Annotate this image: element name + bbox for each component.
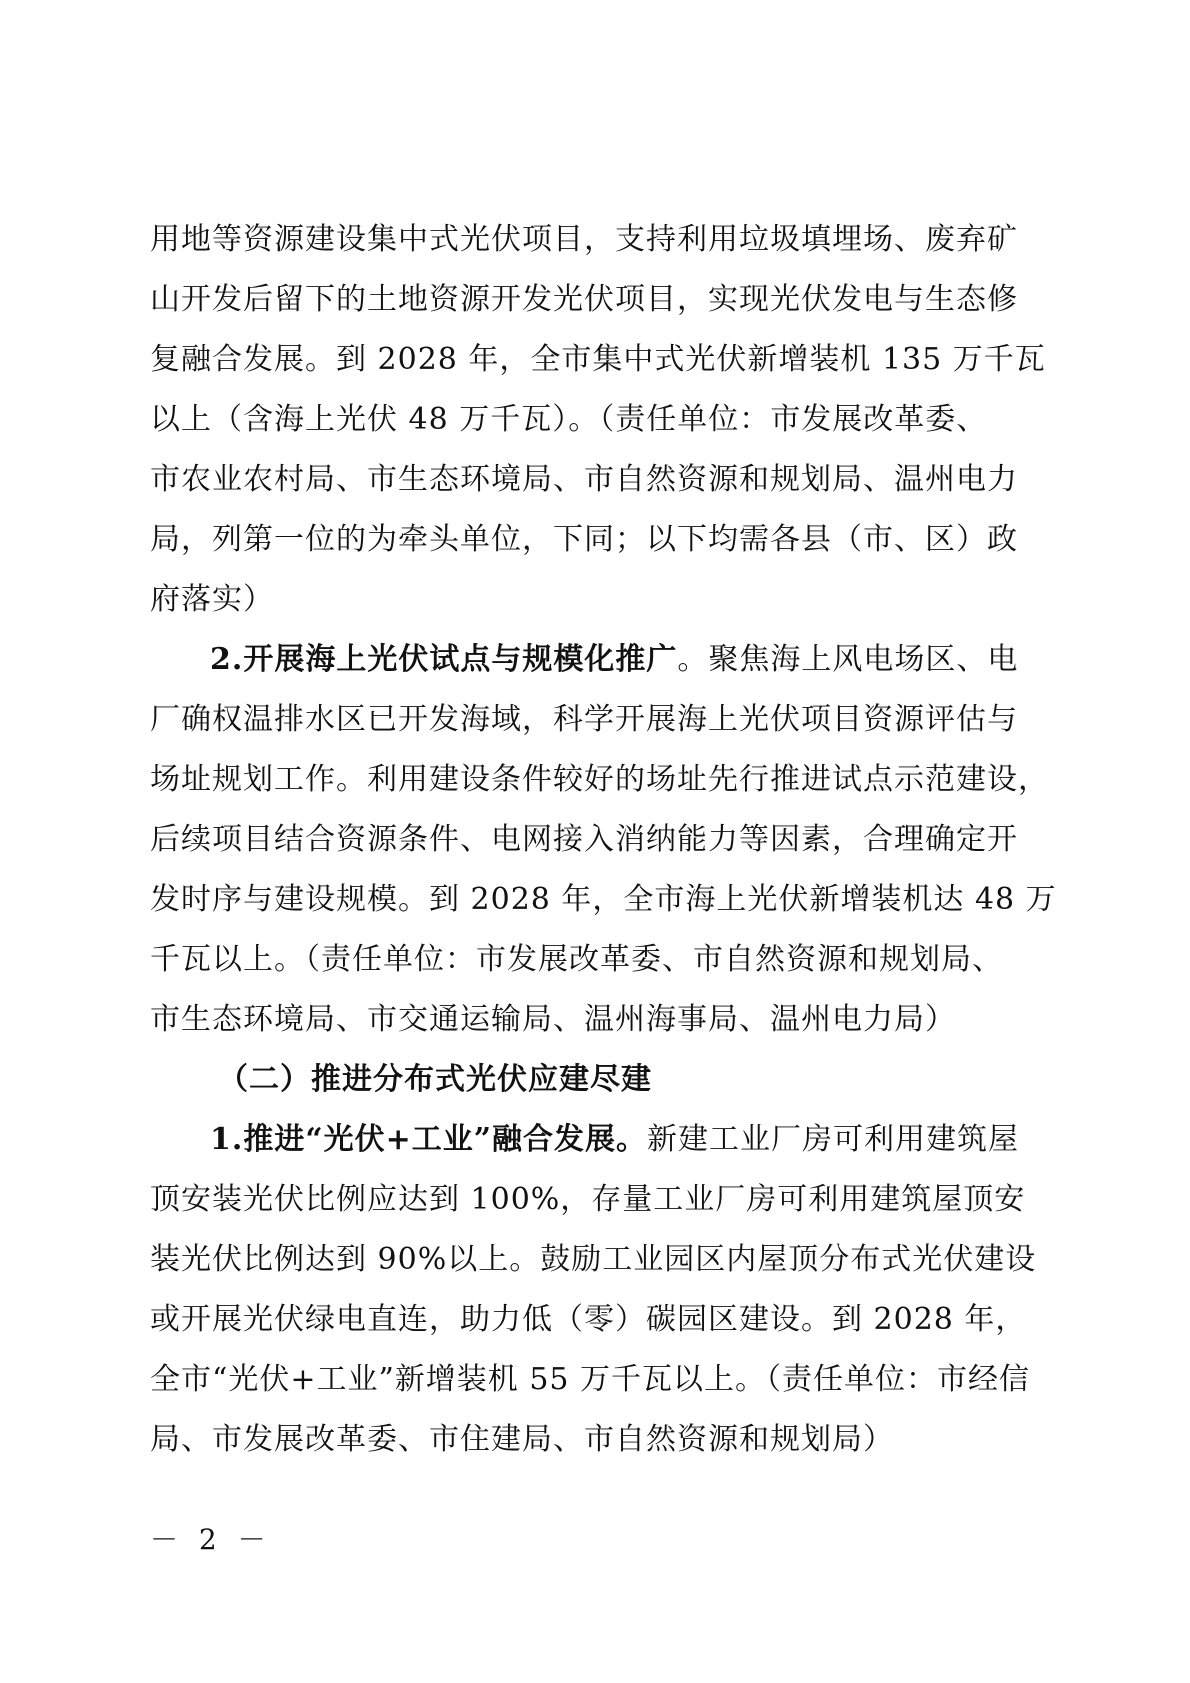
- text-line: 府落实）: [150, 582, 274, 617]
- paragraph-pv-industry: [150, 1110, 1060, 1470]
- document-body: [150, 210, 1060, 1470]
- text-line: 全市“光伏+工业”新增装机 55 万千瓦以上。（责任单位：市经信: [150, 1362, 1031, 1397]
- text-line: 市农业农村局、市生态环境局、市自然资源和规划局、温州电力: [150, 462, 1018, 497]
- text-line: 局，列第一位的为牵头单位，下同；以下均需各县（市、区）政: [150, 522, 1018, 557]
- item-text: 新建工业厂房可利用建筑屋: [646, 1122, 1019, 1157]
- section-heading: （二）推进分布式光伏应建尽建: [218, 1062, 652, 1097]
- text-line: 用地等资源建设集中式光伏项目，支持利用垃圾填埋场、废弃矿: [150, 222, 1018, 257]
- text-line: 复融合发展。到 2028 年，全市集中式光伏新增装机 135 万千瓦: [150, 342, 1046, 377]
- item-heading: 2.开展海上光伏试点与规模化推广: [210, 642, 678, 677]
- item-text: 。聚焦海上风电场区、电: [677, 642, 1019, 677]
- text-line: 或开展光伏绿电直连，助力低（零）碳园区建设。到 2028 年，: [150, 1302, 1027, 1337]
- text-line: 厂确权温排水区已开发海域，科学开展海上光伏项目资源评估与: [150, 702, 1018, 737]
- text-line: 局、市发展改革委、市住建局、市自然资源和规划局）: [150, 1422, 894, 1457]
- text-line: 山开发后留下的土地资源开发光伏项目，实现光伏发电与生态修: [150, 282, 1018, 317]
- page-number: － 2 －: [150, 1523, 272, 1556]
- paragraph-first-line: [150, 630, 1060, 690]
- text-line: 千瓦以上。（责任单位：市发展改革委、市自然资源和规划局、: [150, 942, 1003, 977]
- text-line: 场址规划工作。利用建设条件较好的场址先行推进试点示范建设，: [150, 762, 1049, 797]
- paragraph-offshore-pv: [150, 630, 1060, 1050]
- text-line: 后续项目结合资源条件、电网接入消纳能力等因素，合理确定开: [150, 822, 1018, 857]
- item-heading: 1.推进“光伏+工业”融合发展。: [210, 1122, 647, 1157]
- paragraph-concentrated-pv: [150, 210, 1060, 630]
- text-line: 装光伏比例达到 90%以上。鼓励工业园区内屋顶分布式光伏建设: [150, 1242, 1037, 1277]
- text-line: 以上（含海上光伏 48 万千瓦）。（责任单位：市发展改革委、: [150, 402, 988, 437]
- text-line: 市生态环境局、市交通运输局、温州海事局、温州电力局）: [150, 1002, 956, 1037]
- text-line: 发时序与建设规模。到 2028 年，全市海上光伏新增装机达 48 万: [150, 882, 1057, 917]
- text-line: 顶安装光伏比例应达到 100%，存量工业厂房可利用建筑屋顶安: [150, 1182, 1026, 1217]
- paragraph-first-line: [150, 1110, 1060, 1170]
